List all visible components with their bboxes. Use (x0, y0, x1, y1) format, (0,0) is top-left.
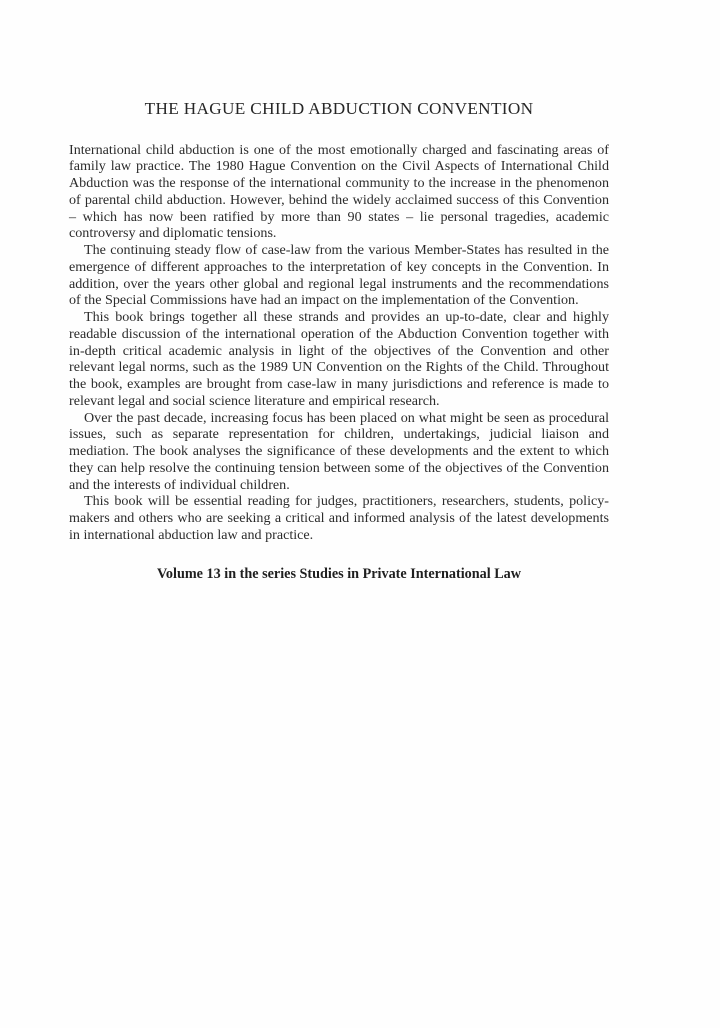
blurb-paragraph-1: International child abduction is one of the most emotionally charged and fascinating areas of family law practice. The 1980 Hague Convention on the Civil Aspects of International Child Abduction was the response of the international community to the increase in the phenomenon of parental child abduction. However, behind the widely acclaimed success of this Convention – which has now been ratified by more than 90 states – lie personal tragedies, academic controversy and diplomatic tensions. (69, 141, 609, 242)
page-title: THE HAGUE CHILD ABDUCTION CONVENTION (144, 99, 534, 118)
page-content (69, 0, 609, 582)
blurb-body (69, 120, 609, 544)
blurb-paragraph-2: The continuing steady flow of case-law from the various Member-States has resulted in the emergence of different approaches to the interpretation of key concepts in the Convention. In addition, over the years other global and regional legal instruments and the recommendations of the Special Commissions have had an impact on the implementation of the Convention. (69, 242, 609, 309)
blurb-paragraph-4: Over the past decade, increasing focus has been placed on what might be seen as procedural issues, such as separate representation for children, undertakings, judicial liaison and mediation. The book analyses the significance of these developments and the extent to which they can help resolve the continuing tension between some of the objectives of the Convention and the interests of individual children. (69, 409, 609, 493)
series-note: Volume 13 in the series Studies in Private International Law (156, 565, 522, 582)
blurb-paragraph-5: This book will be essential reading for judges, practitioners, researchers, students, policy-makers and others who are seeking a critical and informed analysis of the latest developments in international abduction law and practice. (69, 493, 609, 543)
blurb-paragraph-3: This book brings together all these strands and provides an up-to-date, clear and highly readable discussion of the international operation of the Abduction Convention together with in-depth critical academic analysis in light of the objectives of the Convention and other relevant legal norms, such as the 1989 UN Convention on the Rights of the Child. Throughout the book, examples are brought from case-law in many jurisdictions and reference is made to relevant legal and social science literature and empirical research. (69, 309, 609, 409)
